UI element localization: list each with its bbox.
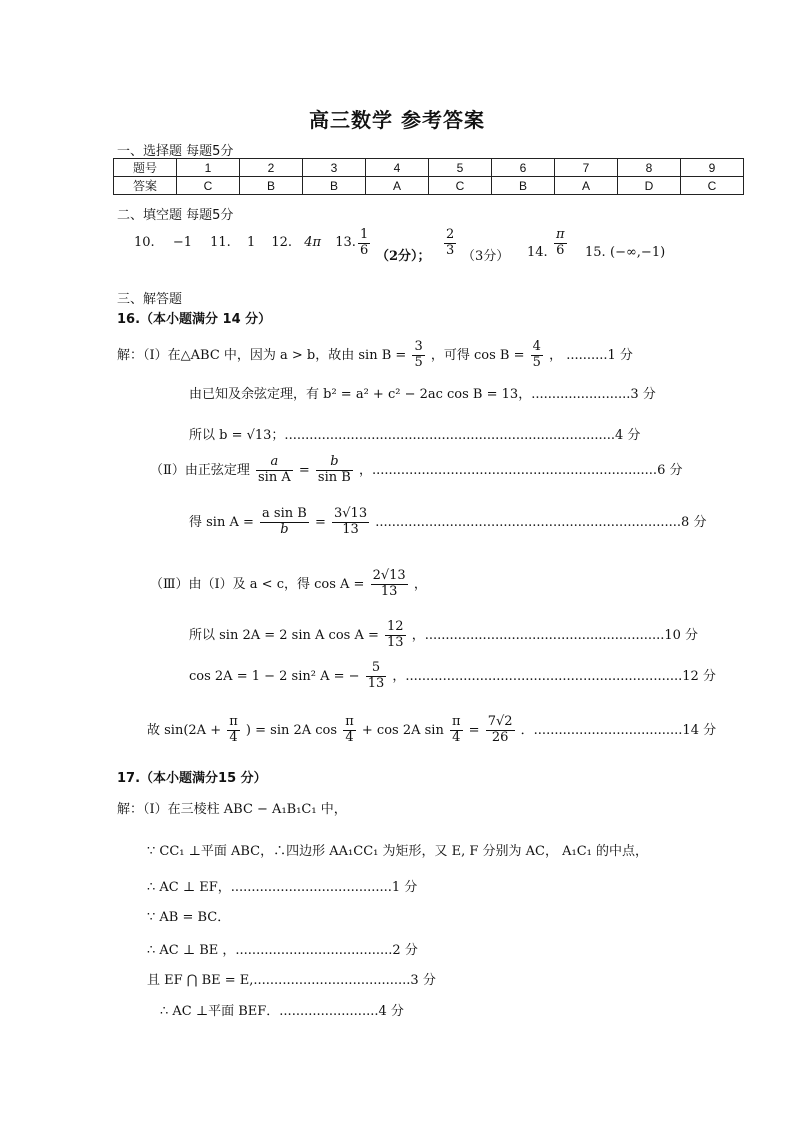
q13-den-2: 3 [446,242,455,258]
table-cell: C [429,177,492,195]
equals: = [298,462,310,478]
p16-l5-text: 得 sin A = [189,514,254,530]
table-row-answers [114,177,744,195]
q11-answer: 1 [246,235,256,250]
frac-den: 13 [367,675,385,691]
table-cell: 7 [555,159,618,177]
table-cell: A [366,177,429,195]
section-multiple-choice: 一、选择题 每题5分 [117,144,234,159]
frac-den: b [280,521,289,537]
p16-l1-text: 解：（Ⅰ）在△ABC 中，因为 a > b，故由 sin B = [117,347,407,363]
frac-den: 5 [414,354,423,370]
table-cell: 2 [240,159,303,177]
frac-den: sin A [257,469,291,485]
q12-answer: 4π [304,235,322,250]
frac-den: 26 [491,729,509,745]
q11-label: 11. [210,235,231,250]
p17-line-3: ∴ AC ⊥ EF，.......................................1 分 [147,880,418,895]
table-cell: 8 [618,159,681,177]
p16-l8-text: cos 2A = 1 − 2 sin² A = − [189,668,360,684]
frac-den: 4 [452,729,461,745]
table-cell: C [177,177,240,195]
section-fill-in: 二、填空题 每题5分 [117,208,234,223]
frac-num: π [229,714,238,729]
q15-answer: (−∞,−1) [610,245,666,260]
answer-table [113,158,744,195]
frac-num: 2√13 [372,568,406,583]
problem-17-heading: 17.（本小题满分15 分） [117,771,267,786]
p16-l9-score: ．....................................14 分 [520,722,717,738]
q14-den: 6 [556,242,565,258]
frac-den: 5 [532,354,541,370]
q13-num-2: 2 [446,227,455,242]
p16-line-6 [150,569,427,600]
table-cell: 4 [366,159,429,177]
p16-l6-comma: ， [413,576,427,592]
frac-3-5 [412,340,424,371]
frac-num: π [451,714,461,729]
q15-label: 15. [585,245,606,260]
equals: = [468,722,480,738]
table-cell: B [303,177,366,195]
p16-l9-text-3: + cos 2A sin [361,722,444,738]
frac-num: 5 [366,661,387,677]
p16-line-1 [117,340,633,371]
table-cell: A [555,177,618,195]
frac-den: 13 [387,634,404,650]
p17-line-7: ∴ AC ⊥平面 BEF．........................4 分 [160,1004,404,1019]
p17-line-6: 且 EF ⋂ BE = E,......................................3 分 [147,973,436,988]
equals: = [314,514,326,530]
p16-line-2: 由已知及余弦定理，有 b² = a² + c² − 2ac cos B = 13，........................3 分 [189,387,656,402]
p16-l6-text: （Ⅲ）由（Ⅰ）及 a < c，得 cos A = [150,576,365,592]
q13-fraction-1 [356,228,372,259]
q10-label: 10. [134,235,155,250]
frac-den: 4 [229,729,238,745]
p16-line-7 [189,620,698,651]
q13-den-1: 6 [360,242,369,258]
q13-label: 13. [335,235,356,250]
frac-den: 4 [345,729,354,745]
p16-l5-score: ..........................................................................8 分 [375,514,707,530]
table-header-cell: 答案 [114,177,177,195]
p16-l9-text-2: ) = sin 2A cos [245,722,338,738]
p16-line-3: 所以 b = √13；................................................................................4 分 [189,428,641,443]
problem-16-heading: 16.（本小题满分 14 分） [117,312,272,327]
p16-line-4 [150,455,682,486]
p16-line-8 [189,661,716,692]
frac-den: 13 [342,521,359,537]
p16-l9-text: 故 sin(2A + [147,722,222,738]
frac-num: π [345,714,354,729]
table-cell: 1 [177,159,240,177]
page-title: 高三数学 参考答案 [309,108,485,132]
q10-answer: −1 [172,235,192,250]
frac-4-5 [531,340,543,371]
frac-den: 13 [380,583,398,599]
q14-fraction [552,228,569,259]
frac-num: 4 [532,339,541,354]
q14-label: 14. [527,245,548,260]
q13-points-2: （3分） [462,249,510,264]
q14-num: π [556,227,565,242]
q13-fraction-2 [442,228,458,259]
section-solutions: 三、解答题 [117,292,183,307]
table-cell: C [681,177,744,195]
p16-l7-score: ，..........................................................10 分 [411,627,699,643]
fill-answers [134,235,356,250]
table-row-numbers [114,159,744,177]
frac-den: sin B [317,469,351,485]
frac-num: b [316,455,353,471]
p16-l1-text-2: ，可得 cos B = [430,347,525,363]
frac-num: a sin B [262,506,307,521]
table-cell: D [618,177,681,195]
p17-line-2: ∵ CC₁ ⊥平面 ABC，∴四边形 AA₁CC₁ 为矩形，又 E, F 分别为 AC， A₁C₁ 的中点， [147,844,649,859]
table-header-cell: 题号 [114,159,177,177]
table-cell: B [240,177,303,195]
p16-l4-score: ，.....................................................................6 分 [358,462,683,478]
table-cell: 5 [429,159,492,177]
p17-line-4: ∵ AB = BC． [147,910,231,925]
p16-line-9 [147,715,716,746]
frac-num: 3√13 [334,506,368,521]
p17-line-5: ∴ AC ⊥ BE ，......................................2 分 [147,943,418,958]
table-cell: 9 [681,159,744,177]
q12-label: 12. [271,235,293,250]
p16-l4-text: （Ⅱ）由正弦定理 [150,462,250,478]
p16-l7-text: 所以 sin 2A = 2 sin A cos A = [189,627,379,643]
p16-l8-score: ，...................................................................12 分 [392,668,716,684]
frac-num: 7√2 [487,714,513,729]
p16-l1-score: ， ..........1 分 [549,347,633,363]
p17-line-1: 解：（Ⅰ）在三棱柱 ABC − A₁B₁C₁ 中， [117,802,347,817]
frac-num: a [256,455,293,471]
p16-line-5 [189,507,706,538]
q13-points-1: （2分）； [376,249,431,264]
table-cell: B [492,177,555,195]
table-cell: 6 [492,159,555,177]
frac-num: 3 [414,339,423,354]
frac-num: 12 [387,619,404,634]
table-cell: 3 [303,159,366,177]
q13-num-1: 1 [360,227,369,242]
